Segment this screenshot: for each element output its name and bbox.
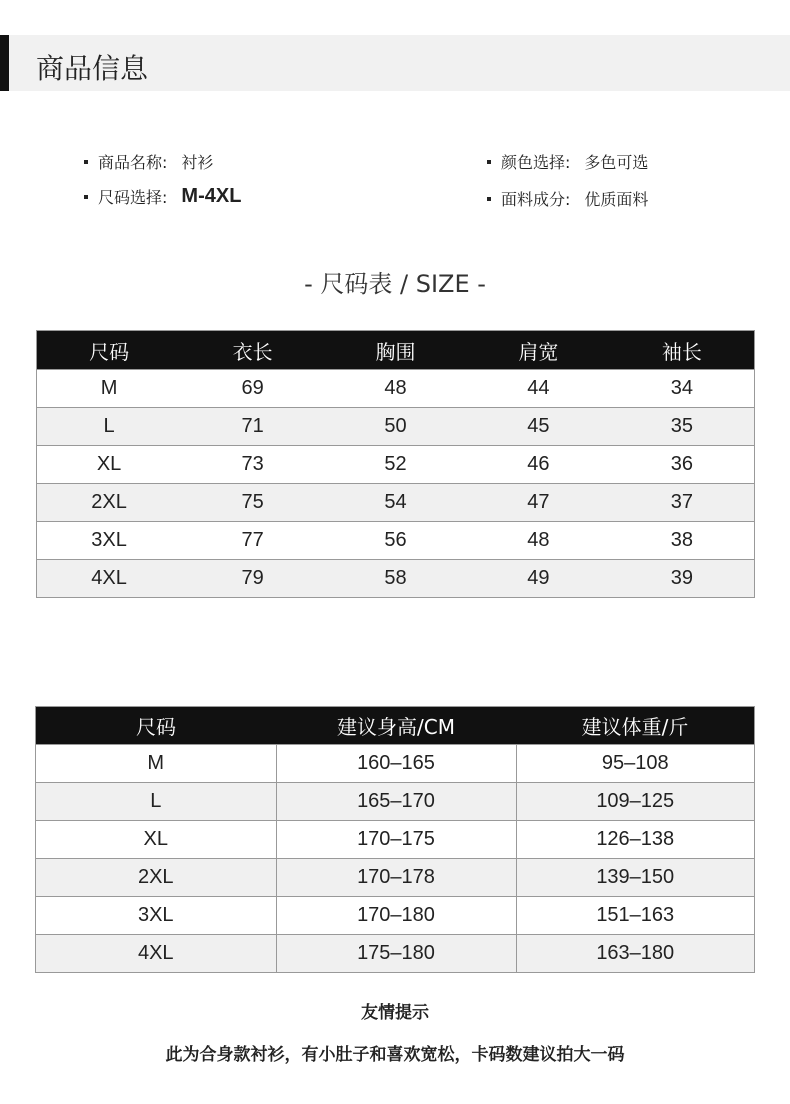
table-cell: 48 [467, 522, 610, 560]
table-row [36, 897, 755, 935]
table-cell: 58 [324, 560, 467, 598]
table-cell: 2XL [36, 859, 277, 897]
table-cell: 36 [610, 446, 755, 484]
info-item-name [84, 150, 213, 173]
table-cell: 44 [467, 370, 610, 408]
table-cell: 3XL [37, 522, 182, 560]
table-row [36, 783, 755, 821]
table-cell: 170–180 [276, 897, 516, 935]
table-cell: 170–175 [276, 821, 516, 859]
table-cell: 50 [324, 408, 467, 446]
table-cell: 165–170 [276, 783, 516, 821]
info-value: 多色可选 [584, 153, 649, 172]
table-cell: 47 [467, 484, 610, 522]
column-header: 尺码 [36, 707, 277, 745]
table-cell: 56 [324, 522, 467, 560]
bullet-icon [487, 197, 491, 201]
info-value: 衬衫 [181, 153, 214, 172]
table-cell: 73 [181, 446, 324, 484]
header-accent-bar [0, 35, 9, 91]
bullet-icon [84, 195, 88, 199]
info-value: 优质面料 [584, 190, 649, 209]
table-row [36, 745, 755, 783]
table-header-row [37, 331, 755, 370]
table-row [36, 859, 755, 897]
table-cell: 46 [467, 446, 610, 484]
table-cell: 45 [467, 408, 610, 446]
table-cell: XL [36, 821, 277, 859]
table-cell: 139–150 [516, 859, 755, 897]
table-cell: 75 [181, 484, 324, 522]
table-cell: 34 [610, 370, 755, 408]
info-item-color [487, 150, 648, 173]
table-cell: 160–165 [276, 745, 516, 783]
table-cell: 4XL [37, 560, 182, 598]
table-cell: 77 [181, 522, 324, 560]
size-table [36, 330, 755, 598]
column-header: 尺码 [37, 331, 182, 370]
table-cell: L [37, 408, 182, 446]
section-header [0, 35, 790, 91]
table-cell: 170–178 [276, 859, 516, 897]
column-header: 胸围 [324, 331, 467, 370]
table-cell: 49 [467, 560, 610, 598]
table-row [36, 935, 755, 973]
table-cell: 3XL [36, 897, 277, 935]
table-cell: 175–180 [276, 935, 516, 973]
table-cell: 37 [610, 484, 755, 522]
table-cell: 38 [610, 522, 755, 560]
table-cell: 54 [324, 484, 467, 522]
table-cell: 2XL [37, 484, 182, 522]
table-header-row [36, 707, 755, 745]
info-label: 面料成分: [501, 190, 571, 209]
table-cell: 48 [324, 370, 467, 408]
info-item-size [84, 185, 241, 208]
info-value: M-4XL [181, 185, 242, 207]
table-cell: 109–125 [516, 783, 755, 821]
info-item-fabric [487, 187, 648, 210]
fit-recommendation-table [35, 706, 755, 973]
table-cell: XL [37, 446, 182, 484]
table-cell: 52 [324, 446, 467, 484]
table-cell: 4XL [36, 935, 277, 973]
tips-title: 友情提示 [361, 1003, 429, 1023]
size-chart-title: - 尺码表 / SIZE - [304, 270, 486, 298]
table-cell: 71 [181, 408, 324, 446]
column-header: 肩宽 [467, 331, 610, 370]
column-header: 建议身高/CM [276, 707, 516, 745]
column-header: 衣长 [181, 331, 324, 370]
table-row [37, 560, 755, 598]
table-cell: 69 [181, 370, 324, 408]
table-row [37, 408, 755, 446]
table-cell: 151–163 [516, 897, 755, 935]
table-row [36, 821, 755, 859]
table-row [37, 522, 755, 560]
tips-text: 此为合身款衬衫，有小肚子和喜欢宽松，卡码数建议拍大一码 [165, 1045, 625, 1065]
table-cell: 163–180 [516, 935, 755, 973]
info-label: 颜色选择: [501, 153, 571, 172]
table-cell: 39 [610, 560, 755, 598]
table-cell: L [36, 783, 277, 821]
column-header: 袖长 [610, 331, 755, 370]
table-cell: 95–108 [516, 745, 755, 783]
table-row [37, 446, 755, 484]
column-header: 建议体重/斤 [516, 707, 755, 745]
bullet-icon [487, 160, 491, 164]
info-label: 商品名称: [98, 153, 168, 172]
table-cell: M [36, 745, 277, 783]
section-title: 商品信息 [36, 52, 149, 85]
info-label: 尺码选择: [98, 188, 168, 207]
table-cell: 79 [181, 560, 324, 598]
table-row [37, 370, 755, 408]
bullet-icon [84, 160, 88, 164]
table-cell: M [37, 370, 182, 408]
table-row [37, 484, 755, 522]
table-cell: 35 [610, 408, 755, 446]
table-cell: 126–138 [516, 821, 755, 859]
